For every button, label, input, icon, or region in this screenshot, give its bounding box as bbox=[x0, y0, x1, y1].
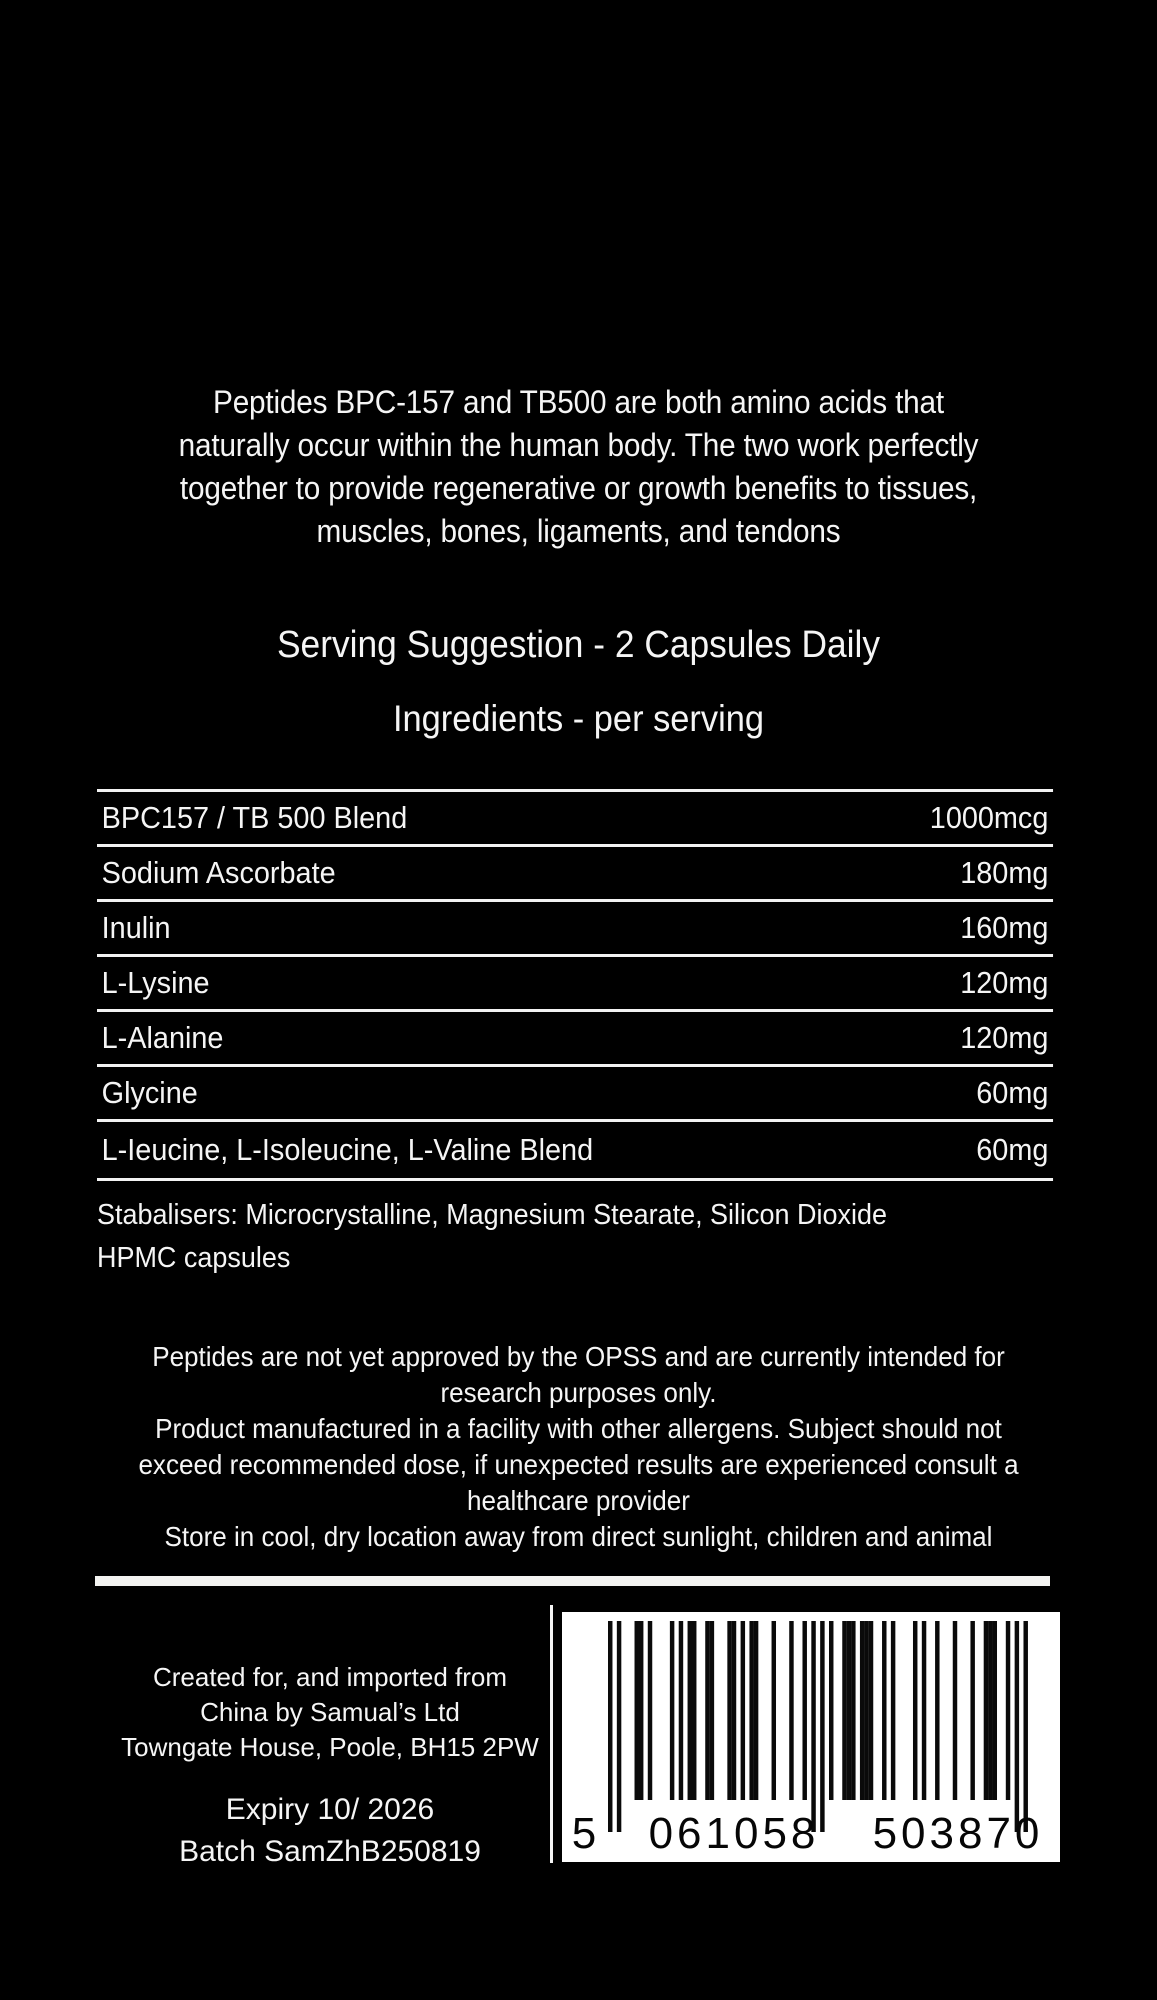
ingredient-name: BPC157 / TB 500 Blend bbox=[101, 800, 408, 835]
divider-line bbox=[95, 1576, 1050, 1586]
ingredient-amount: 1000mcg bbox=[929, 800, 1049, 835]
ingredient-row bbox=[97, 844, 1053, 899]
intro-line: Peptides BPC-157 and TB500 are both amino acids that bbox=[213, 384, 944, 420]
importer-line: China by Samual’s Ltd bbox=[200, 1697, 460, 1727]
ingredient-row bbox=[97, 954, 1053, 1009]
ingredient-row bbox=[97, 1119, 1053, 1181]
ingredient-name: L-Ieucine, L-Isoleucine, L-Valine Blend bbox=[101, 1132, 594, 1167]
ingredient-row bbox=[97, 789, 1053, 844]
stabilisers-note bbox=[97, 1194, 1053, 1280]
disclaimer-line: exceed recommended dose, if unexpected results are experienced consult a bbox=[138, 1449, 1019, 1480]
barcode-right-digits: 503870 bbox=[872, 1809, 1044, 1858]
expiry-batch-block bbox=[55, 1789, 605, 1873]
ingredient-name: L-Lysine bbox=[101, 965, 210, 1000]
disclaimer-line: research purposes only. bbox=[440, 1377, 717, 1408]
disclaimer-line: Store in cool, dry location away from direct sunlight, children and animal bbox=[164, 1521, 993, 1552]
ingredient-amount: 120mg bbox=[960, 965, 1049, 1000]
ingredient-amount: 60mg bbox=[976, 1075, 1049, 1110]
ingredient-row bbox=[97, 1064, 1053, 1119]
disclaimer-line: healthcare provider bbox=[467, 1485, 690, 1516]
intro-paragraph bbox=[40, 381, 1116, 553]
disclaimer-paragraph bbox=[40, 1339, 1116, 1555]
barcode-bars bbox=[608, 1621, 1028, 1832]
importer-line: Towngate House, Poole, BH15 2PW bbox=[121, 1732, 539, 1762]
barcode-separator-line bbox=[550, 1605, 553, 1863]
ingredient-name: Glycine bbox=[101, 1075, 198, 1110]
ingredient-name: Inulin bbox=[101, 910, 171, 945]
ingredient-amount: 180mg bbox=[960, 855, 1049, 890]
barcode-first-digit: 5 bbox=[571, 1809, 597, 1858]
disclaimer-line: Product manufactured in a facility with other allergens. Subject should not bbox=[155, 1413, 1002, 1444]
ingredient-amount: 120mg bbox=[960, 1020, 1049, 1055]
stabilisers-line: Stabalisers: Microcrystalline, Magnesium Stearate, Silicon Dioxide bbox=[97, 1199, 887, 1231]
ingredients-table bbox=[97, 789, 1053, 1181]
ingredient-row bbox=[97, 1009, 1053, 1064]
intro-line: naturally occur within the human body. The two work perfectly bbox=[178, 427, 979, 463]
barcode-left-digits: 061058 bbox=[648, 1809, 820, 1858]
disclaimer-line: Peptides are not yet approved by the OPSS and are currently intended for bbox=[152, 1341, 1005, 1372]
barcode-svg bbox=[562, 1612, 1060, 1862]
importer-address bbox=[55, 1660, 605, 1765]
ingredients-heading: Ingredients - per serving bbox=[392, 698, 765, 739]
ingredient-amount: 160mg bbox=[960, 910, 1049, 945]
batch-text: Batch SamZhB250819 bbox=[179, 1835, 481, 1868]
expiry-text: Expiry 10/ 2026 bbox=[225, 1793, 435, 1826]
ingredient-name: L-Alanine bbox=[101, 1020, 224, 1055]
stabilisers-line: HPMC capsules bbox=[97, 1242, 291, 1274]
intro-line: together to provide regenerative or growth benefits to tissues, bbox=[179, 470, 978, 506]
serving-suggestion-heading: Serving Suggestion - 2 Capsules Daily bbox=[276, 624, 881, 666]
ingredient-row bbox=[97, 899, 1053, 954]
intro-line: muscles, bones, ligaments, and tendons bbox=[316, 513, 841, 549]
importer-line: Created for, and imported from bbox=[152, 1662, 508, 1692]
ingredient-amount: 60mg bbox=[976, 1132, 1049, 1167]
barcode bbox=[562, 1612, 1060, 1862]
ingredient-name: Sodium Ascorbate bbox=[101, 855, 336, 890]
